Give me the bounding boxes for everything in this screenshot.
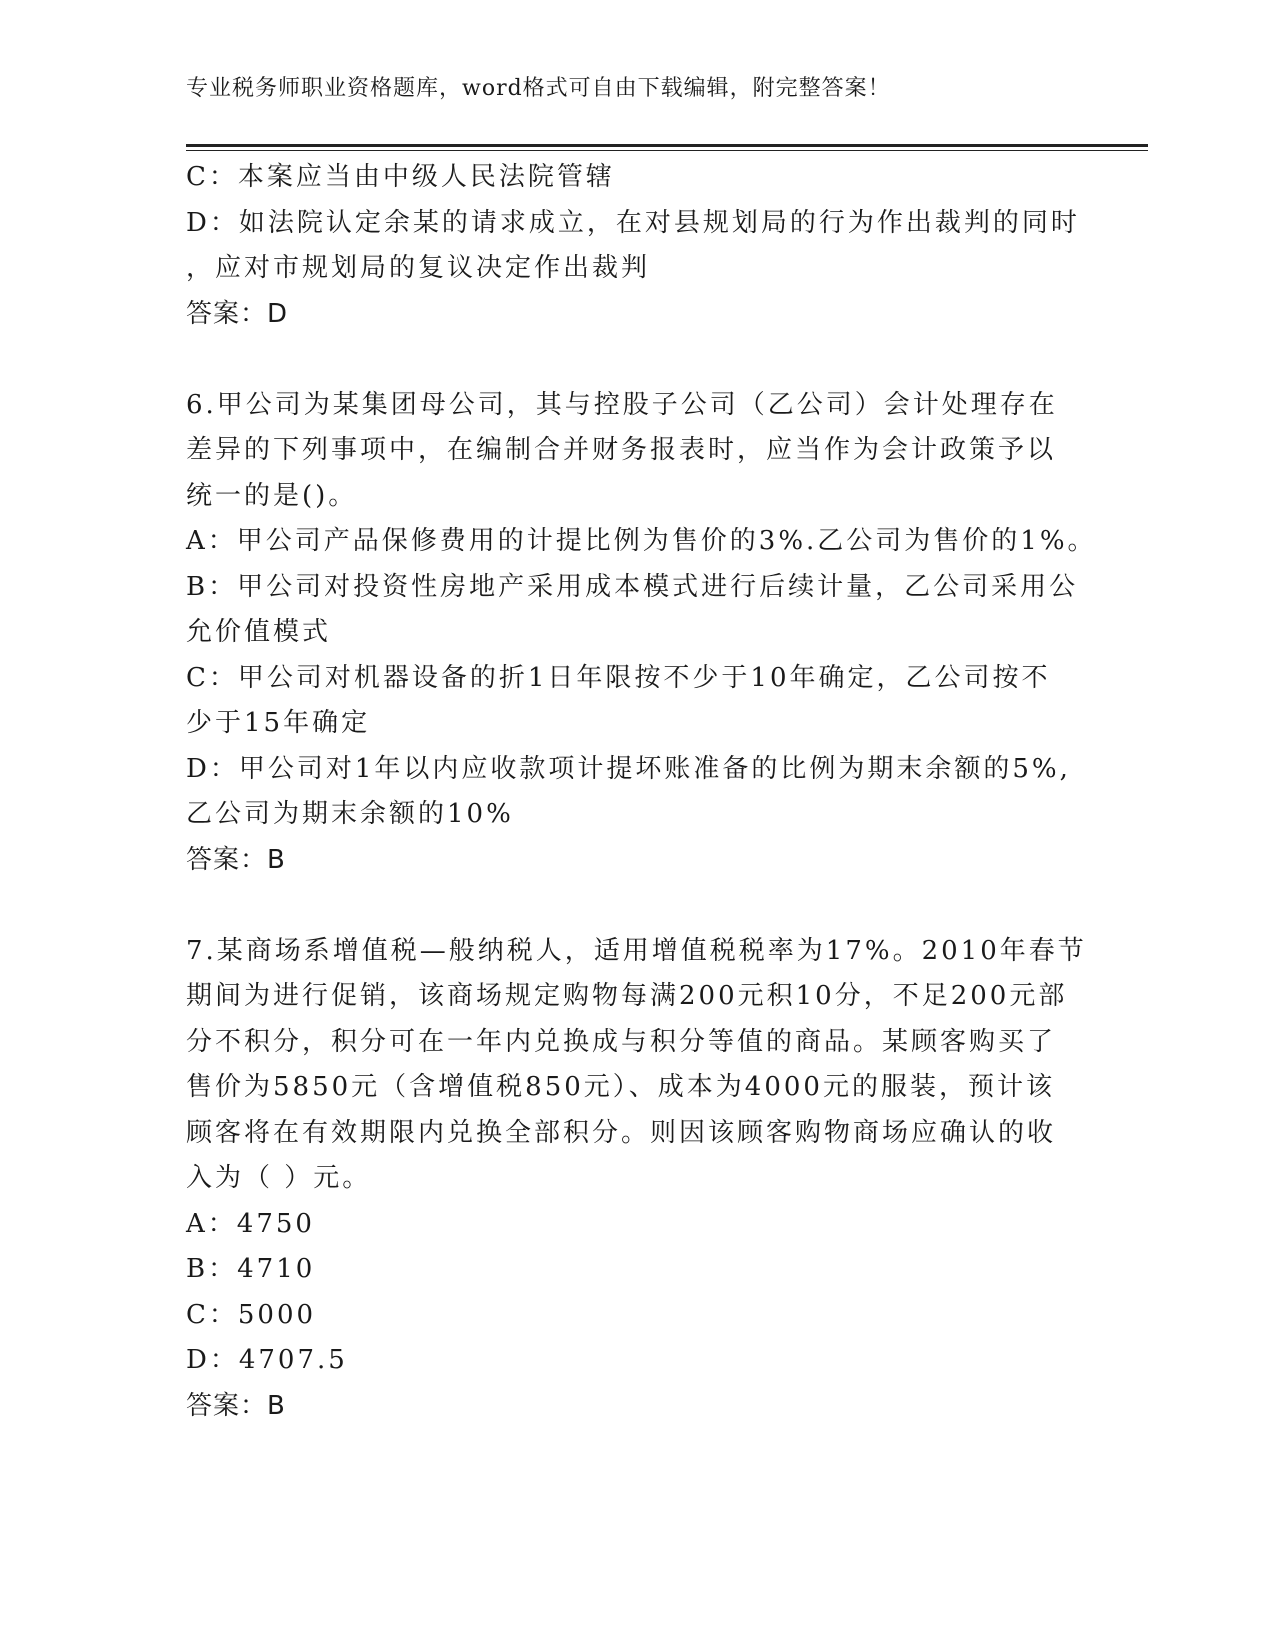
q6-option-b-line-2: 允价值模式 <box>186 617 332 647</box>
q7-stem-line-1: 7.某商场系增值税—般纳税人，适用增值税税率为17%。2010年春节 <box>186 935 1087 966</box>
q6-option-b-line-1: B：甲公司对投资性房地产采用成本模式进行后续计量，乙公司采用公 <box>186 571 1079 602</box>
q6-option-d-line-2: 乙公司为期末余额的10% <box>186 799 514 829</box>
q7-stem-line-6: 入为（ ）元。 <box>186 1163 372 1193</box>
document-body <box>186 155 1097 1429</box>
q6-option-c-line-2: 少于15年确定 <box>186 708 371 738</box>
q7-option-a: A：4750 <box>186 1208 315 1239</box>
header-rule-thin <box>186 150 1148 151</box>
q6-option-c-line-1: C：甲公司对机器设备的折1日年限按不少于10年确定，乙公司按不 <box>186 662 1051 693</box>
header-rule-thick <box>186 144 1148 147</box>
q6-stem-line-3: 统一的是()。 <box>186 480 358 511</box>
question-6 <box>186 383 1097 884</box>
q6-option-d-line-1: D：甲公司对1年以内应收款项计提坏账准备的比例为期末余额的5%, <box>186 753 1071 784</box>
question-5-fragment <box>186 155 1086 337</box>
q7-option-c: C：5000 <box>186 1299 317 1330</box>
q5-option-c: C：本案应当由中级人民法院管辖 <box>186 162 615 192</box>
q7-stem-line-4: 售价为5850元（含增值税850元）、成本为4000元的服装，预计该 <box>186 1072 1055 1102</box>
q7-stem-line-5: 顾客将在有效期限内兑换全部积分。则因该顾客购物商场应确认的收 <box>186 1117 1057 1148</box>
spacer <box>186 883 1086 929</box>
q6-answer: 答案：B <box>186 844 286 875</box>
q6-stem-line-2: 差异的下列事项中，在编制合并财务报表时，应当作为会计政策予以 <box>186 435 1057 465</box>
q5-option-d-line-1: D：如法院认定余某的请求成立，在对县规划局的行为作出裁判的同时 <box>186 207 1080 238</box>
q7-stem-line-2: 期间为进行促销，该商场规定购物每满200元积10分，不足200元部 <box>186 981 1068 1011</box>
q7-option-d: D：4707.5 <box>186 1345 348 1375</box>
q6-option-a: A：甲公司产品保修费用的计提比例为售价的3%.乙公司为售价的1%。 <box>186 526 1097 556</box>
q6-stem-line-1: 6.甲公司为某集团母公司，其与控股子公司（乙公司）会计处理存在 <box>186 389 1058 420</box>
question-7 <box>186 929 1086 1430</box>
q7-stem-line-3: 分不积分，积分可在一年内兑换成与积分等值的商品。某顾客购买了 <box>186 1026 1057 1057</box>
spacer <box>186 337 1086 383</box>
page-header: 专业税务师职业资格题库，word格式可自由下载编辑，附完整答案！ <box>186 76 891 101</box>
q5-option-d-line-2: ，应对市规划局的复议决定作出裁判 <box>186 253 651 283</box>
q7-option-b: B：4710 <box>186 1254 316 1284</box>
q7-answer: 答案：B <box>186 1390 286 1421</box>
q5-answer: 答案：D <box>186 298 289 329</box>
